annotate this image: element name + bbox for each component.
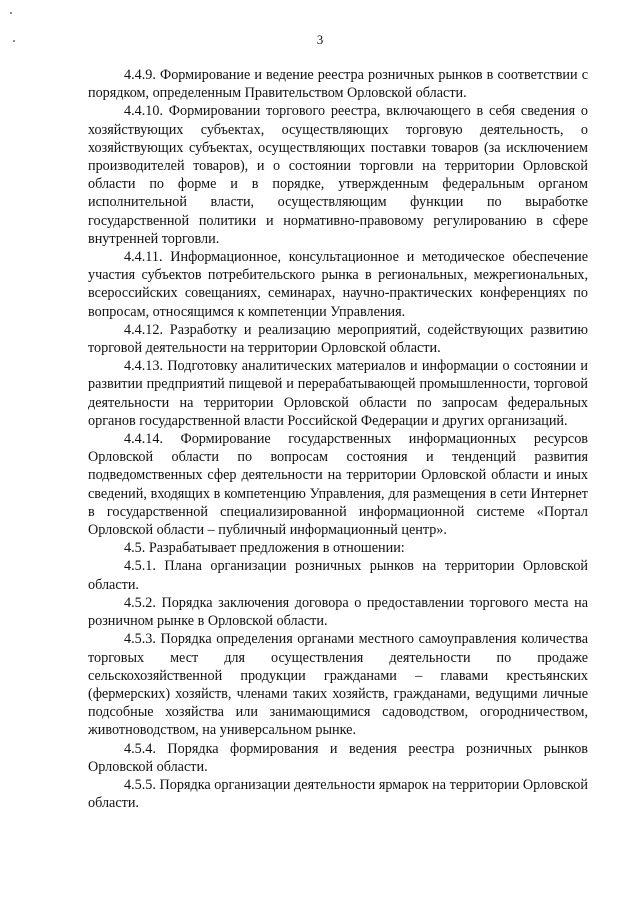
page-number: 3 (316, 32, 324, 47)
paragraph-4-4-14: 4.4.14. Формирование государственных информационных ресурсов Орловской области по вопросам состояния и тенденций развития подведомственных сфер деятельности на территории Орловской области и иных сведений, входящих в компетенцию Управления, для размещения в сети Интернет в государственной специализированной информационной системе «Портал Орловской области – публичный информационный центр». (88, 431, 588, 539)
paragraph-4-4-9: 4.4.9. Формирование и ведение реестра розничных рынков в соответствии с порядком, определенным Правительством Орловской области. (88, 67, 588, 102)
paragraph-4-5: 4.5. Разрабатывает предложения в отношении: (124, 540, 405, 557)
paragraph-4-4-11: 4.4.11. Информационное, консультационное и методическое обеспечение участия субъектов потребительского рынка в региональных, межрегиональных, всероссийских совещаниях, семинарах, научно-практических конференциях по вопросам, относящимся к компетенции Управления. (88, 249, 588, 320)
paragraph-4-4-10: 4.4.10. Формировании торгового реестра, включающего в себя сведения о хозяйствующих субъектах, осуществляющих торговую деятельность, о хозяйствующих субъектах, осуществляющих поставки товаров (за исключением производителей товаров), и о состоянии торговли на территории Орловской области по форме и в порядке, утвержденным федеральным органом исполнительной власти, осуществляющим функции по выработке государственной политики и нормативно-правовому регулированию в сфере внутренней торговли. (88, 103, 588, 247)
paragraph-4-4-12: 4.4.12. Разработку и реализацию мероприятий, содействующих развитию торговой деятельности на территории Орловской области. (88, 321, 588, 357)
paragraph-4-4-13: 4.4.13. Подготовку аналитических материалов и информации о состоянии и развитии предприятий пищевой и перерабатывающей промышленности, торговой деятельности на территории Орловской области по запросам федеральных органов государственной власти Российской Федерации и других организаций. (88, 358, 588, 429)
scan-speck (10, 12, 12, 14)
document-body (88, 66, 588, 812)
paragraph-4-5-1: 4.5.1. Плана организации розничных рынков на территории Орловской области. (88, 558, 588, 593)
paragraph-4-5-5: 4.5.5. Порядка организации деятельности ярмарок на территории Орловской области. (88, 776, 588, 812)
paragraph-4-5-3: 4.5.3. Порядка определения органами местного самоуправления количества торговых мест для осуществления деятельности по продаже сельскохозяйственной продукции гражданами – главами крестьянских (фермерских) хозяйств, членами таких хозяйств, гражданами, ведущими личные подсобные хозяйства или занимающимися садоводством, огородничеством, животноводством, на универсальном рынке. (88, 631, 588, 739)
paragraph-4-5-2: 4.5.2. Порядка заключения договора о предоставлении торгового места на розничном рынке в Орловской области. (88, 594, 588, 630)
paragraph-4-5-4: 4.5.4. Порядка формирования и ведения реестра розничных рынков Орловской области. (88, 740, 588, 775)
